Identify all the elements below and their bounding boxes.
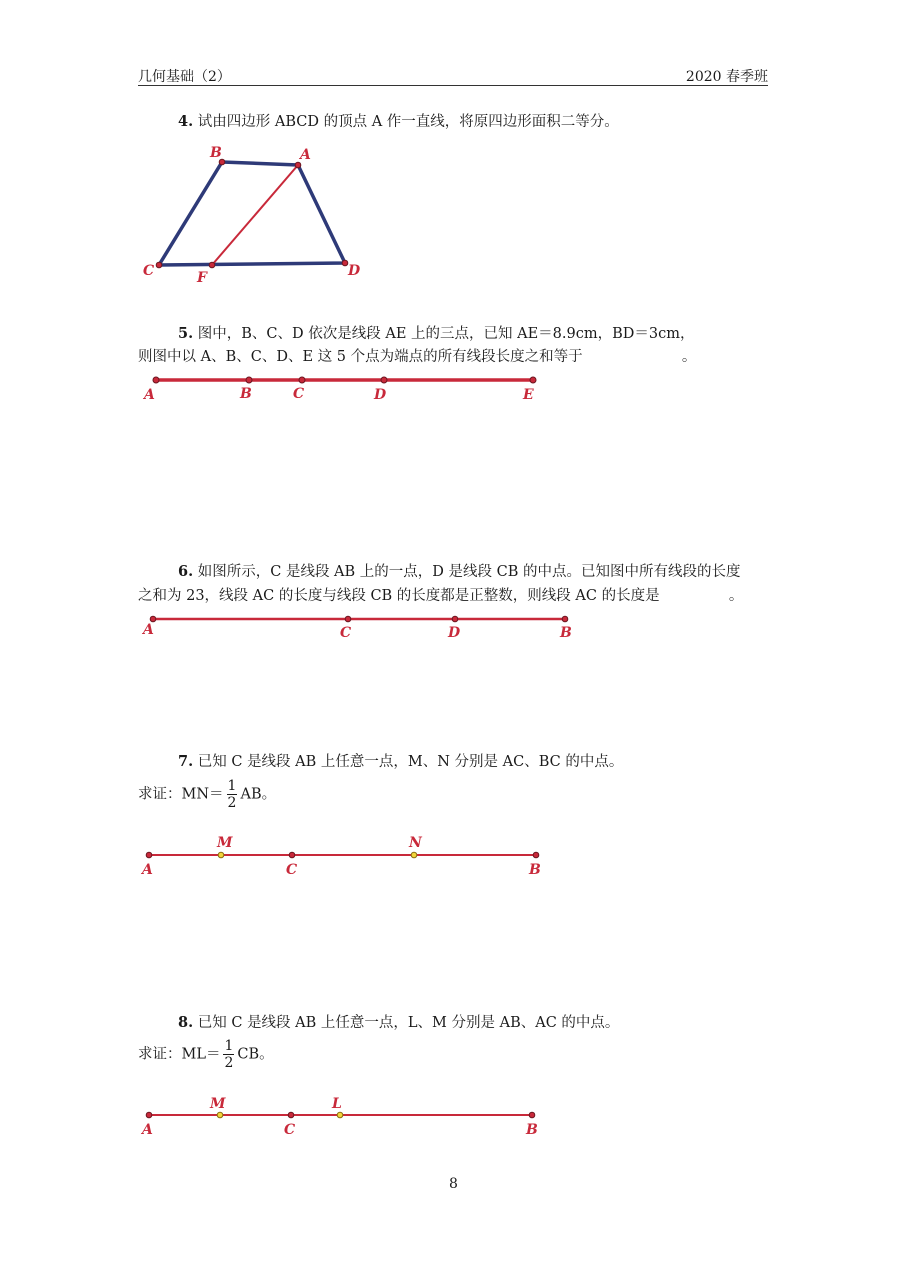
label-c: C xyxy=(293,386,305,402)
point-a xyxy=(150,616,156,622)
label-l: L xyxy=(332,1096,342,1112)
question-text: 如图所示，C 是线段 AB 上的一点，D 是线段 CB 的中点。已知图中所有线段的长度 xyxy=(197,564,741,580)
point-b xyxy=(533,852,539,858)
page-number: 8 xyxy=(449,1176,458,1192)
question-number: 6. xyxy=(178,563,194,580)
point-c xyxy=(288,1112,294,1118)
fraction-one-half xyxy=(223,1038,234,1071)
label-c: C xyxy=(143,263,155,279)
question-number: 8. xyxy=(178,1014,194,1031)
question-text: 图中，B、C、D 依次是线段 AE 上的三点，已知 AE＝8.9cm，BD＝3cm， xyxy=(197,326,695,342)
point-c xyxy=(289,852,295,858)
fraction-denominator: 2 xyxy=(227,795,237,811)
point-a xyxy=(295,162,301,168)
fraction-numerator: 1 xyxy=(227,778,237,794)
label-m: M xyxy=(210,1096,226,1112)
proof-suffix: CB。 xyxy=(237,1046,274,1063)
point-c xyxy=(299,377,305,383)
question-6-line-1 xyxy=(178,562,741,582)
fraction-denominator: 2 xyxy=(224,1055,234,1071)
quadrilateral-abcd xyxy=(159,162,345,265)
question-text: 之和为 23，线段 AC 的长度与线段 CB 的长度都是正整数，则线段 AC 的长度是 xyxy=(138,588,660,604)
point-n xyxy=(411,852,417,858)
label-d: D xyxy=(374,387,387,403)
label-f: F xyxy=(197,270,207,286)
label-c: C xyxy=(286,862,298,878)
label-c: C xyxy=(340,625,352,641)
point-b xyxy=(562,616,568,622)
point-m xyxy=(217,1112,223,1118)
bisecting-line-af xyxy=(212,165,298,265)
label-n: N xyxy=(409,835,422,851)
question-number: 7. xyxy=(178,753,194,770)
question-number: 5. xyxy=(178,325,194,342)
proof-prefix: 求证：MN＝ xyxy=(138,786,224,803)
label-b: B xyxy=(210,145,222,161)
point-f xyxy=(209,262,215,268)
question-number: 4. xyxy=(178,113,194,130)
label-a: A xyxy=(300,147,311,163)
header-left: 几何基础（2） xyxy=(138,69,231,85)
point-a xyxy=(146,852,152,858)
label-b: B xyxy=(529,862,541,878)
label-b: B xyxy=(240,386,252,402)
blank-end: 。 xyxy=(681,349,697,365)
point-b xyxy=(529,1112,535,1118)
question-8-proof xyxy=(138,1038,274,1071)
label-d: D xyxy=(348,263,361,279)
question-text: 已知 C 是线段 AB 上任意一点，M、N 分别是 AC、BC 的中点。 xyxy=(197,754,624,770)
proof-suffix: AB。 xyxy=(240,786,277,803)
question-5-line-1 xyxy=(178,324,694,344)
label-a: A xyxy=(142,862,153,878)
fraction-one-half xyxy=(227,778,238,811)
fraction-numerator: 1 xyxy=(224,1038,234,1054)
label-a: A xyxy=(144,387,155,403)
point-b xyxy=(246,377,252,383)
point-c xyxy=(156,262,162,268)
label-a: A xyxy=(143,622,154,638)
blank-end: 。 xyxy=(728,588,744,604)
label-a: A xyxy=(142,1122,153,1138)
question-8 xyxy=(178,1013,619,1033)
question-7-proof xyxy=(138,778,276,811)
point-m xyxy=(218,852,224,858)
point-c xyxy=(345,616,351,622)
question-5-line-2 xyxy=(138,347,696,367)
label-e: E xyxy=(523,387,534,403)
label-b: B xyxy=(526,1122,538,1138)
point-d xyxy=(381,377,387,383)
point-a xyxy=(146,1112,152,1118)
point-a xyxy=(153,377,159,383)
label-d: D xyxy=(448,625,461,641)
point-e xyxy=(530,377,536,383)
point-l xyxy=(337,1112,343,1118)
proof-prefix: 求证：ML＝ xyxy=(138,1046,221,1063)
label-c: C xyxy=(284,1122,296,1138)
question-text: 则图中以 A、B、C、D、E 这 5 个点为端点的所有线段长度之和等于 xyxy=(138,349,583,365)
header-right: 2020 春季班 xyxy=(685,69,768,85)
question-7 xyxy=(178,752,623,772)
point-d xyxy=(452,616,458,622)
question-6-line-2 xyxy=(138,586,743,606)
point-d xyxy=(342,260,348,266)
label-b: B xyxy=(560,625,572,641)
label-m: M xyxy=(217,835,233,851)
question-text: 已知 C 是线段 AB 上任意一点，L、M 分别是 AB、AC 的中点。 xyxy=(197,1015,620,1031)
question-text: 试由四边形 ABCD 的顶点 A 作一直线，将原四边形面积二等分。 xyxy=(197,114,619,130)
